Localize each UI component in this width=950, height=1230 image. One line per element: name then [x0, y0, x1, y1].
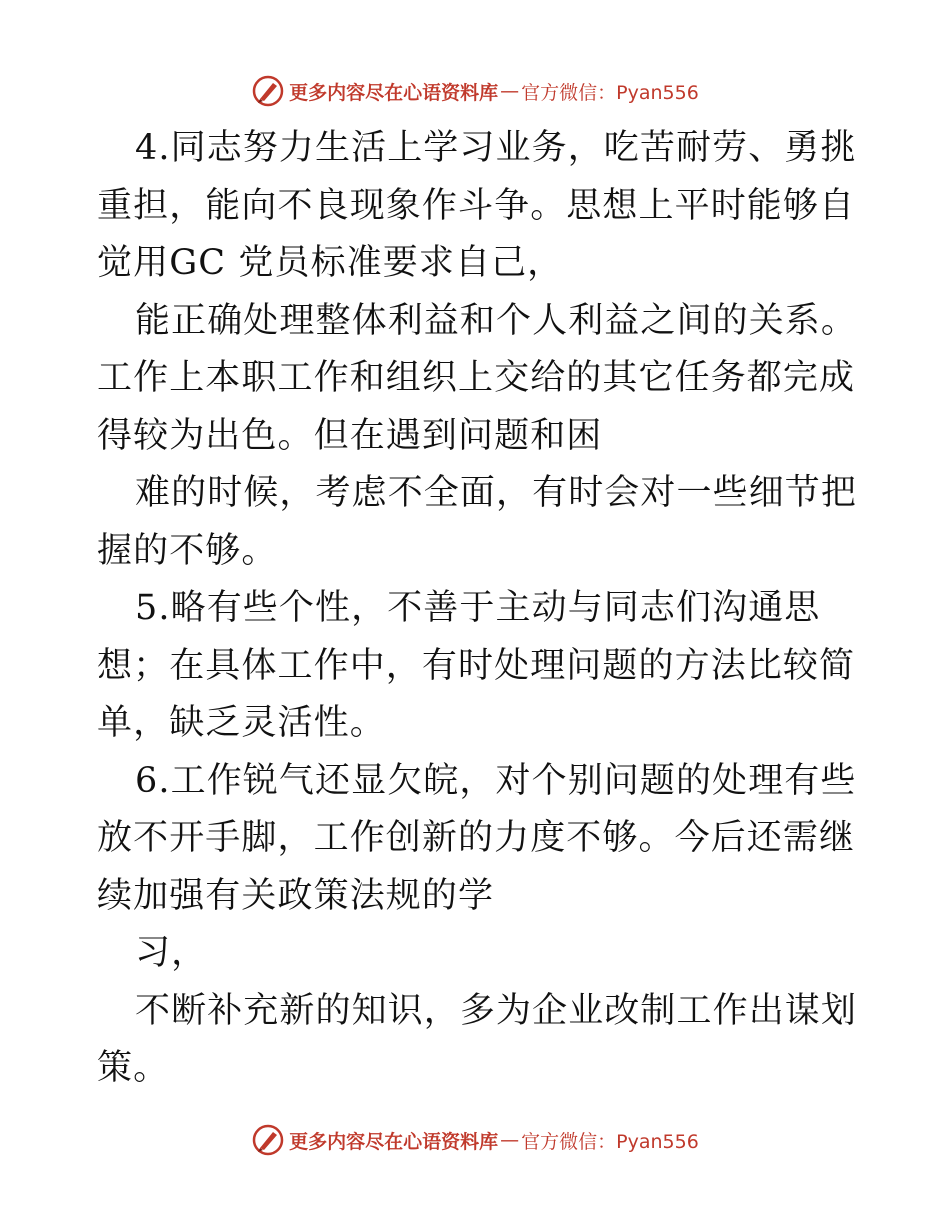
paragraph-3: 难的时候，考虑不全面，有时会对一些细节把握的不够。	[97, 473, 858, 571]
banner-contact-text: 官方微信：Pyan556	[521, 1130, 699, 1153]
paragraph-1: 4.同志努力生活上学习业务，吃苦耐劳、勇挑重担，能向不良现象作斗争。思想上平时能够自觉用GC 党员标准要求自己，	[97, 128, 857, 283]
pen-logo-icon	[251, 74, 285, 108]
paragraph-5: 6.工作锐气还显欠皖，对个别问题的处理有些放不开手脚，工作创新的力度不够。今后还需继续加强有关政策法规的学	[97, 760, 857, 916]
paragraph-6: 习，	[135, 933, 208, 973]
banner-separator: —	[500, 80, 520, 102]
banner-separator: —	[500, 1129, 520, 1151]
header-banner	[0, 71, 950, 111]
paragraph-4: 5.略有些个性，不善于主动与同志们沟通思想；在具体工作中，有时处理问题的方法比较简单，缺乏灵活性。	[97, 588, 856, 743]
paragraph-2: 能正确处理整体利益和个人利益之间的关系。工作上本职工作和组织上交给的其它任务都完成得较为出色。但在遇到问题和困	[97, 300, 858, 456]
footer-banner	[0, 1120, 950, 1160]
pen-logo-icon	[251, 1123, 285, 1157]
banner-brand-text: 更多内容尽在心语资料库	[289, 81, 499, 104]
banner-brand-text: 更多内容尽在心语资料库	[289, 1130, 499, 1153]
banner-contact-text: 官方微信：Pyan556	[521, 81, 699, 104]
document-body	[97, 120, 857, 1098]
paragraph-7: 不断补充新的知识，多为企业改制工作出谋划策。	[97, 990, 858, 1088]
